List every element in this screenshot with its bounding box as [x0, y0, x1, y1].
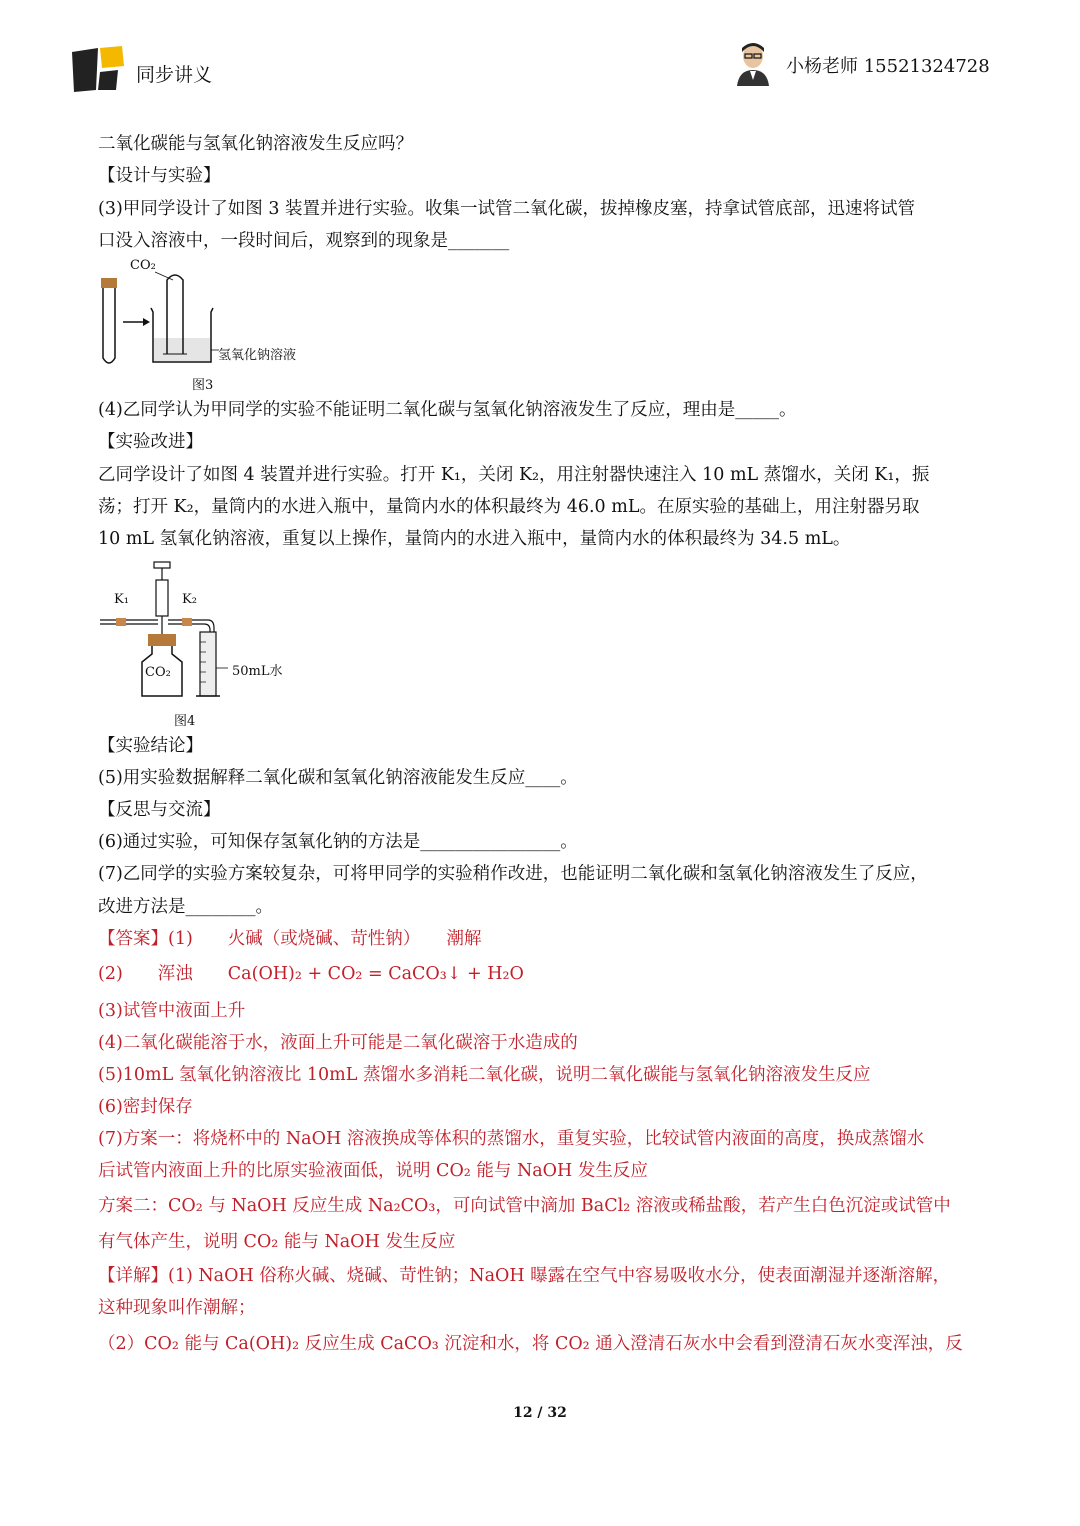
question-line: 口没入溶液中，一段时间后，观察到的现象是_______: [98, 231, 510, 251]
question-line: (7)乙同学的实验方案较复杂，可将甲同学的实验稍作改进，也能证明二氧化碳和氢氧化钠溶液发生了反应，: [98, 864, 928, 884]
explanation-line: 这种现象叫作潮解；: [98, 1298, 256, 1318]
question-line: (5)用实验数据解释二氧化碳和氢氧化钠溶液能发生反应____。: [98, 768, 578, 788]
question-line: 乙同学设计了如图 4 装置并进行实验。打开 K₁，关闭 K₂，用注射器快速注入 10 mL 蒸馏水，关闭 K₁，振: [98, 465, 930, 485]
brand-title: 同步讲义: [136, 64, 213, 86]
explanation-line: （2）CO₂ 能与 Ca(OH)₂ 反应生成 CaCO₃ 沉淀和水，将 CO₂ 通入澄清石灰水中会看到澄清石灰水变浑浊，反: [98, 1334, 963, 1354]
section-heading: 【实验结论】: [98, 736, 203, 756]
question-line: (4)乙同学认为甲同学的实验不能证明二氧化碳与氢氧化钠溶液发生了反应，理由是_____。: [98, 400, 797, 420]
measuring-cylinder: [200, 632, 216, 696]
figure-4-diagram: [96, 558, 326, 708]
fig4-k1-label: K₁: [114, 592, 129, 607]
answer-line: (5)10mL 氢氧化钠溶液比 10mL 蒸馏水多消耗二氧化碳，说明二氧化碳能与氢氧化钠溶液发生反应: [98, 1065, 871, 1085]
section-heading: 【设计与实验】: [98, 166, 221, 186]
rubber-stopper: [101, 278, 117, 288]
answer-line: (4)二氧化碳能溶于水，液面上升可能是二氧化碳溶于水造成的: [98, 1033, 578, 1053]
figure-3-diagram: [95, 258, 315, 390]
valve-k1: [116, 618, 126, 626]
naoh-solution: [154, 338, 210, 361]
question-line: (3)甲同学设计了如图 3 装置并进行实验。收集一试管二氧化碳，拔掉橡皮塞，持拿试管底部，迅速将试管: [98, 199, 916, 219]
fig4-caption: 图4: [174, 714, 196, 729]
syringe-plunger: [154, 562, 170, 568]
brand-logo-icon: [70, 44, 126, 94]
answer-line: (6)密封保存: [98, 1097, 193, 1117]
fig4-cylinder-label: 50mL水: [232, 664, 283, 679]
fig3-gas-label: CO₂: [130, 258, 156, 273]
question-line: 二氧化碳能与氢氧化钠溶液发生反应吗？: [98, 134, 413, 154]
answer-line: (3)试管中液面上升: [98, 1001, 246, 1021]
question-line: 荡；打开 K₂，量筒内的水进入瓶中，量筒内水的体积最终为 46.0 mL。在原实验的基础上，用注射器另取: [98, 497, 920, 517]
fig3-caption: 图3: [192, 378, 214, 393]
question-line: (6)通过实验，可知保存氢氧化钠的方法是________________。: [98, 832, 578, 852]
explanation-line: 【详解】(1) NaOH 俗称火碱、烧碱、苛性钠；NaOH 曝露在空气中容易吸收水分，使表面潮湿并逐渐溶解，: [98, 1266, 951, 1286]
syringe-barrel: [156, 580, 168, 616]
answer-line: 有气体产生，说明 CO₂ 能与 NaOH 发生反应: [98, 1232, 456, 1252]
question-line: 10 mL 氢氧化钠溶液，重复以上操作，量筒内的水进入瓶中，量筒内水的体积最终为 34.5 mL。: [98, 529, 851, 549]
question-line: 改进方法是________。: [98, 897, 273, 917]
fig4-k2-label: K₂: [182, 592, 197, 607]
teacher-avatar-icon: [733, 40, 773, 86]
section-heading: 【实验改进】: [98, 432, 203, 452]
section-heading: 【反思与交流】: [98, 800, 221, 820]
answer-line: 【答案】(1) 火碱（或烧碱、苛性钠） 潮解: [98, 929, 482, 949]
fig3-solution-label: 氢氧化钠溶液: [218, 348, 297, 363]
bottle-stopper: [148, 634, 176, 646]
fig4-bottle-label: CO₂: [145, 665, 171, 680]
test-tube: [103, 288, 115, 363]
answer-line: 后试管内液面上升的比原实验液面低，说明 CO₂ 能与 NaOH 发生反应: [98, 1161, 648, 1181]
answer-line: (2) 浑浊 Ca(OH)₂ + CO₂ = CaCO₃↓ + H₂O: [98, 964, 524, 984]
answer-line: 方案二：CO₂ 与 NaOH 反应生成 Na₂CO₃，可向试管中滴加 BaCl₂ 溶液或稀盐酸，若产生白色沉淀或试管中: [98, 1196, 951, 1216]
valve-k2: [182, 618, 192, 626]
page-number: 12 / 32: [513, 1405, 567, 1421]
answer-line: (7)方案一：将烧杯中的 NaOH 溶液换成等体积的蒸馏水，重复实验，比较试管内液面的高度，换成蒸馏水: [98, 1129, 925, 1149]
teacher-contact: 小杨老师 15521324728: [786, 56, 990, 77]
